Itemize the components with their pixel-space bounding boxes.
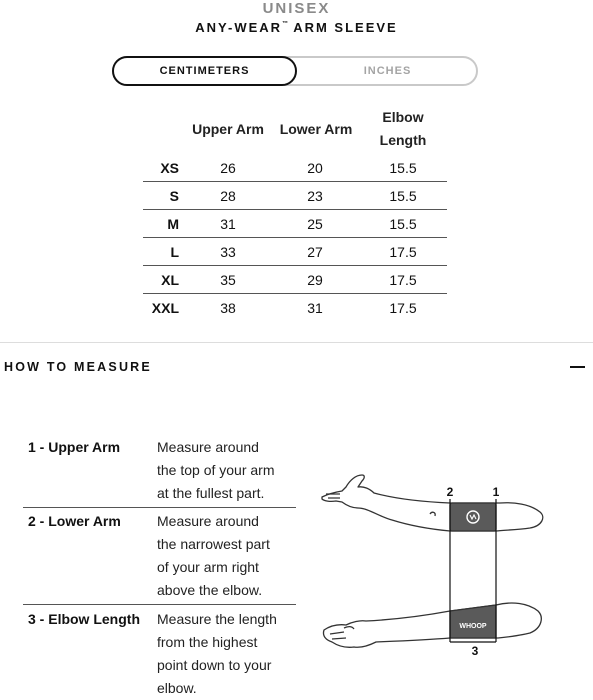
- lower-arm-value: 27: [307, 244, 323, 260]
- lower-arm-value: 20: [307, 160, 323, 176]
- lower-arm-value: 31: [307, 300, 323, 316]
- centimeters-option[interactable]: CENTIMETERS: [112, 56, 297, 86]
- measure-description: [157, 510, 297, 602]
- elbow-length-value: 17.5: [389, 244, 417, 260]
- measure-label: 2 - Lower Arm: [28, 513, 121, 529]
- product-title: [0, 20, 593, 35]
- lower-arm-value: 25: [307, 216, 323, 232]
- description-line: Measure around: [157, 439, 259, 455]
- size-label: M: [167, 216, 179, 232]
- table-row: [143, 294, 447, 322]
- table-row: [143, 266, 447, 294]
- size-label: XL: [161, 272, 179, 288]
- trademark-symbol: ™: [282, 21, 289, 27]
- elbow-length-value: 17.5: [389, 272, 417, 288]
- size-label: XXL: [151, 300, 179, 316]
- description-line: elbow.: [157, 680, 197, 696]
- upper-arm-value: 33: [220, 244, 236, 260]
- upper-arm-value: 28: [220, 188, 236, 204]
- upper-arm-illustration: [322, 475, 543, 531]
- table-row: [143, 210, 447, 238]
- measure-divider: [23, 604, 296, 605]
- gender-label: UNISEX: [262, 0, 331, 17]
- collapse-minus-icon[interactable]: [570, 366, 585, 368]
- sleeve-band-lower: [450, 605, 496, 638]
- size-label: L: [170, 244, 179, 260]
- description-line: the narrowest part: [157, 536, 270, 552]
- description-line: Measure around: [157, 513, 259, 529]
- elbow-length-value: 15.5: [389, 160, 417, 176]
- description-line: above the elbow.: [157, 582, 263, 598]
- table-row: [143, 154, 447, 182]
- lower-arm-illustration: [323, 603, 541, 647]
- upper-arm-value: 31: [220, 216, 236, 232]
- elbow-length-value: 17.5: [389, 300, 417, 316]
- marker-2: 2: [446, 485, 454, 499]
- upper-arm-value: 35: [220, 272, 236, 288]
- section-divider: [0, 342, 593, 343]
- product-suffix: ARM SLEEVE: [293, 20, 398, 35]
- col-upper-arm: Upper Arm: [192, 121, 264, 137]
- upper-arm-value: 26: [220, 160, 236, 176]
- table-row: [143, 238, 447, 266]
- measure-description: [157, 436, 297, 505]
- col-elbow-line1: Elbow: [382, 109, 424, 125]
- unit-toggle: [112, 56, 478, 86]
- description-line: the top of your arm: [157, 462, 275, 478]
- col-elbow-line2: Length: [379, 132, 427, 148]
- col-elbow-length: [368, 106, 438, 152]
- lower-arm-value: 23: [307, 188, 323, 204]
- elbow-length-value: 15.5: [389, 188, 417, 204]
- description-line: from the highest: [157, 634, 258, 650]
- measure-description: [157, 608, 297, 700]
- size-label: S: [169, 188, 179, 204]
- size-label: XS: [160, 160, 179, 176]
- description-line: at the fullest part.: [157, 485, 265, 501]
- measure-divider: [23, 507, 296, 508]
- description-line: Measure the length: [157, 611, 277, 627]
- lower-arm-value: 29: [307, 272, 323, 288]
- table-row: [143, 182, 447, 210]
- how-to-measure-heading[interactable]: HOW TO MEASURE: [4, 360, 152, 374]
- sleeve-brand-text: WHOOP: [459, 623, 487, 630]
- measure-label: 1 - Upper Arm: [28, 439, 121, 455]
- marker-1: 1: [492, 485, 500, 499]
- upper-arm-value: 38: [220, 300, 236, 316]
- measure-label: 3 - Elbow Length: [28, 611, 140, 627]
- description-line: of your arm right: [157, 559, 259, 575]
- description-line: point down to your: [157, 657, 272, 673]
- inches-option[interactable]: INCHES: [363, 65, 412, 77]
- col-lower-arm: Lower Arm: [279, 121, 353, 137]
- arm-measure-diagram: [316, 470, 548, 660]
- elbow-length-value: 15.5: [389, 216, 417, 232]
- marker-3: 3: [471, 644, 479, 658]
- product-name: ANY-WEAR: [195, 20, 283, 35]
